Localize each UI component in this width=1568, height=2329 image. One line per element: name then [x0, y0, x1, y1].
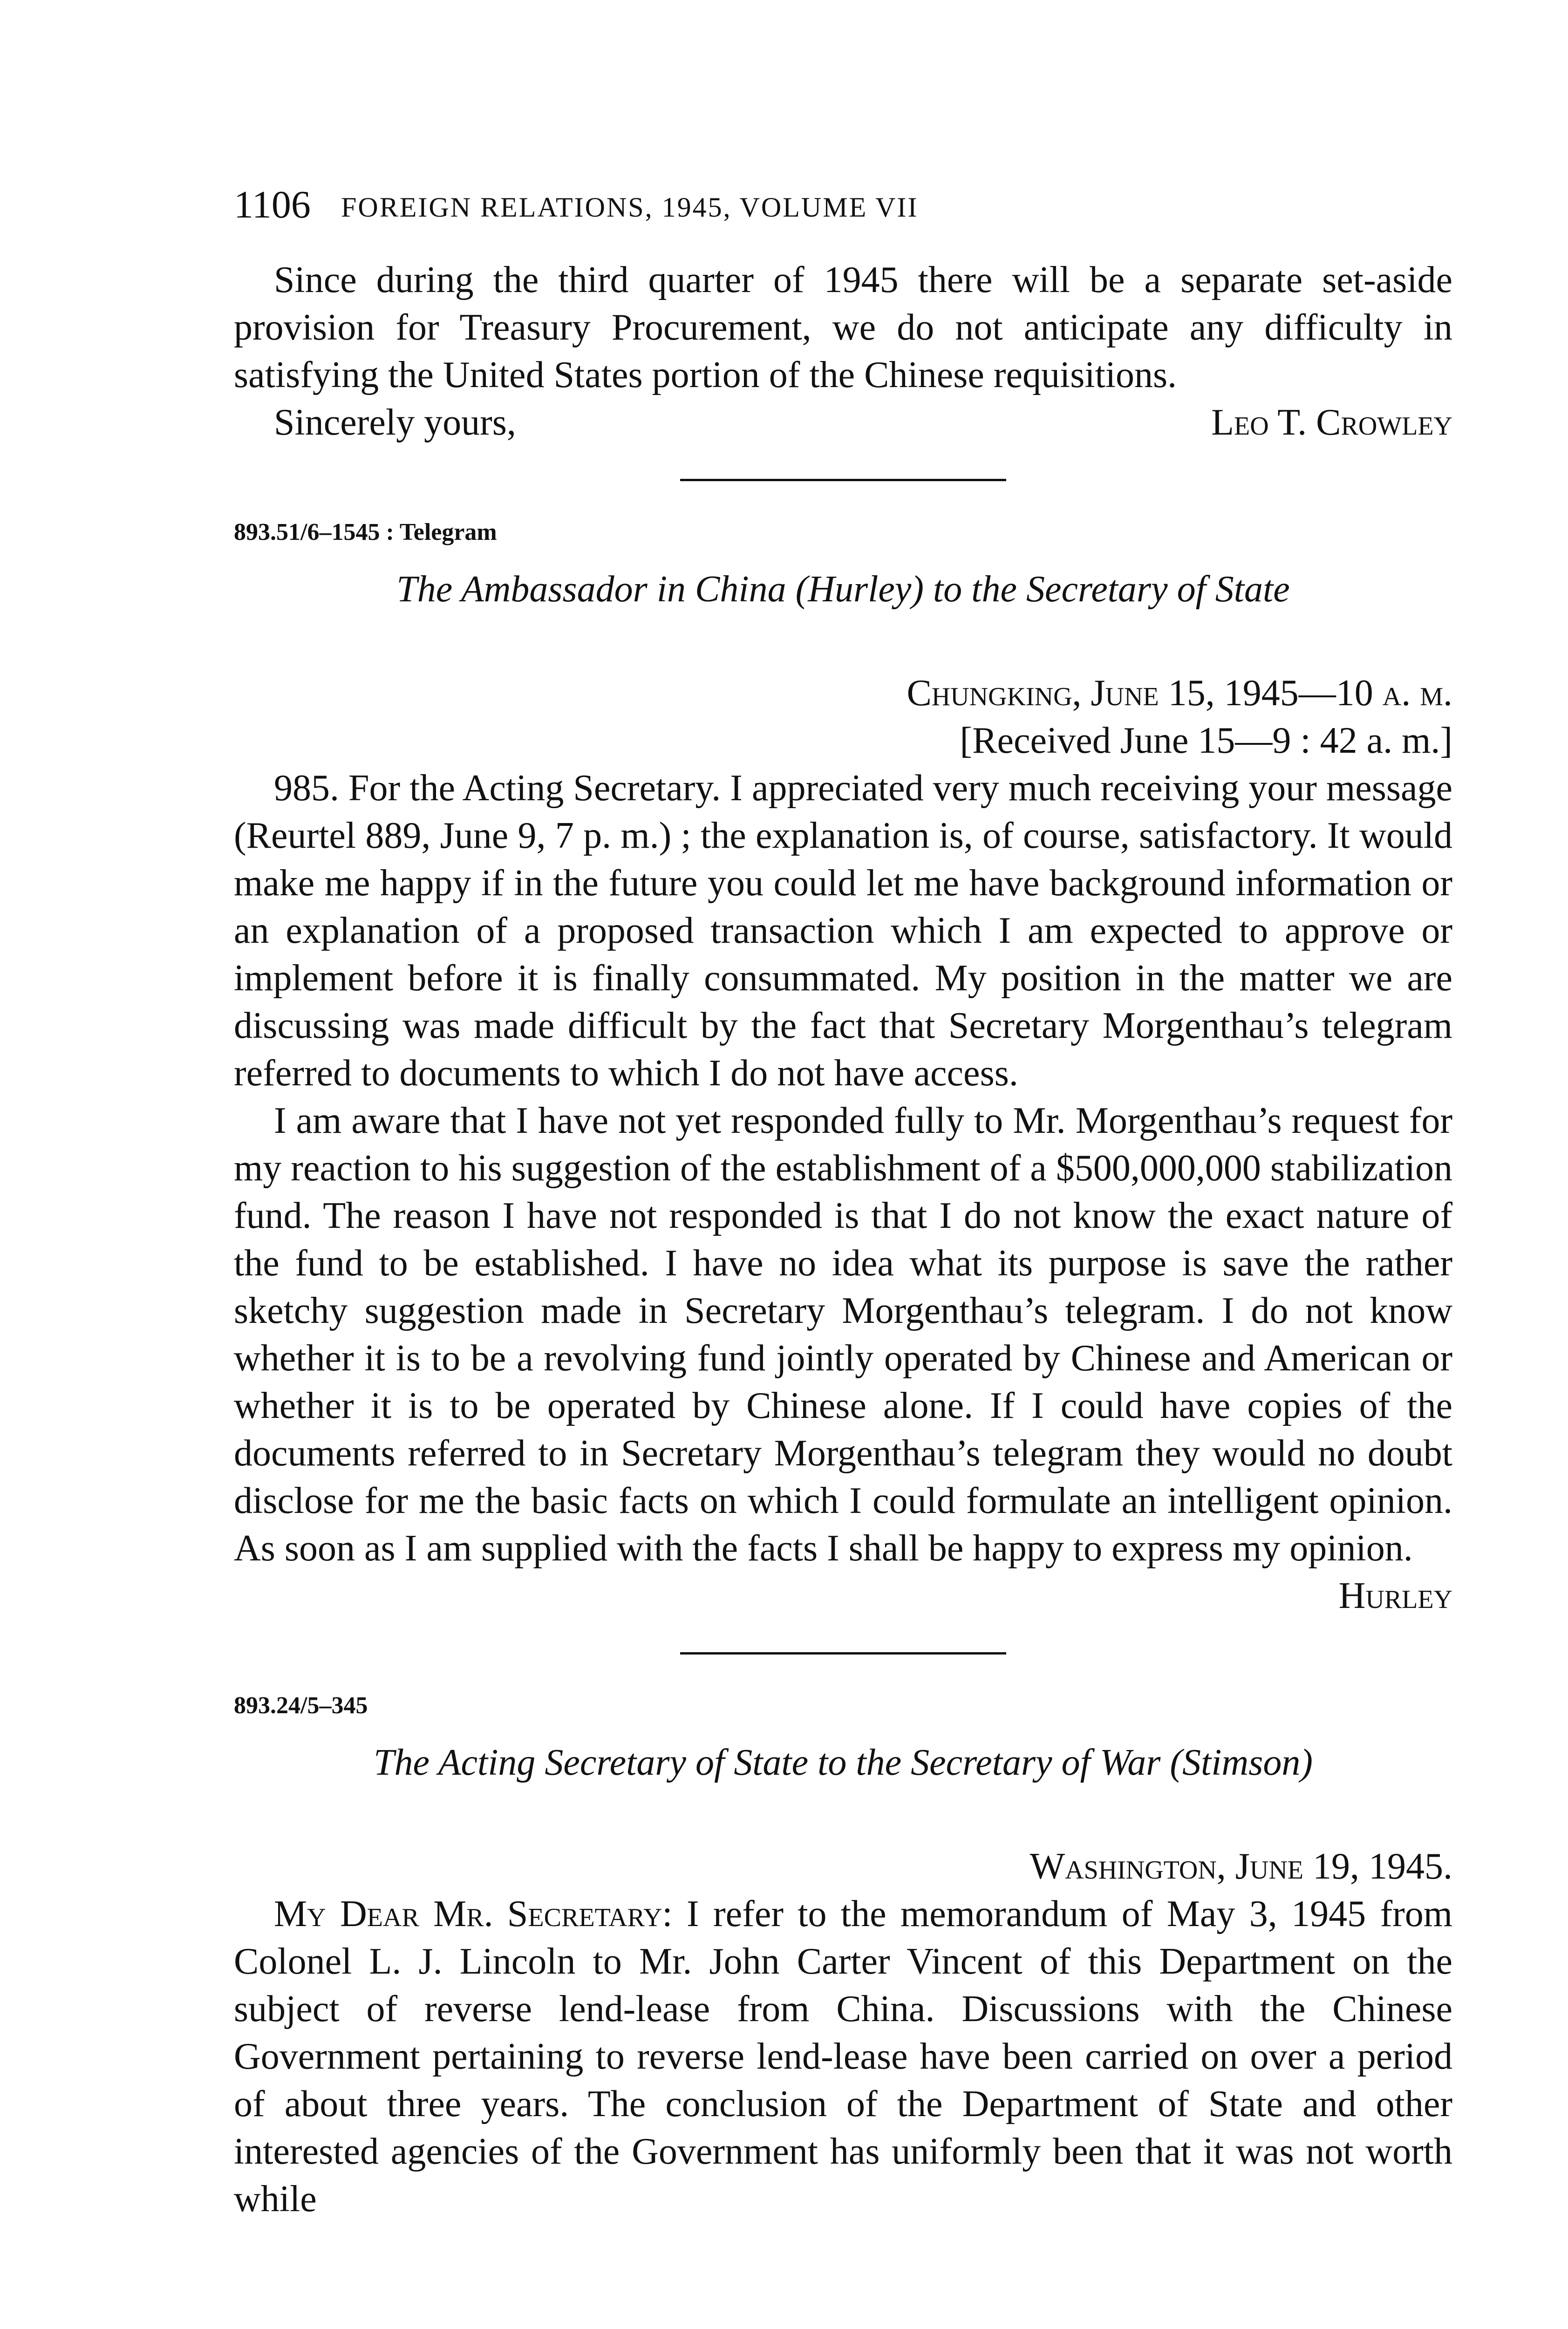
document-heading: The Acting Secretary of State to the Secretary of War (Stimson) [374, 1742, 1313, 1783]
section-divider [680, 479, 1006, 481]
letter-paragraph [234, 1890, 1452, 2223]
dateline: Chungking, June 15, 1945—10 a. m. [907, 673, 1452, 714]
document-page [234, 182, 1452, 2223]
running-head [234, 182, 1452, 228]
salutation: My Dear Mr. Secretary: [274, 1893, 673, 1934]
file-reference: 893.24/5–345 [234, 1692, 368, 1719]
file-reference: 893.51/6–1545 : Telegram [234, 519, 497, 545]
telegram-paragraph: I am aware that I have not yet responded fully to Mr. Morgenthau’s request for my reaction to his suggestion of the establishment of a $500,000,000 stabilization fund. The reason I have not responded is that I do not know the exact nature of the fund to be established. I have no idea what its purpose is save the rather sketchy suggestion made in Secretary Morgenthau’s telegram. I do not know whether it is to be a revolving fund jointly operated by Chinese and American or whether it is to be operated by Chinese alone. If I could have copies of the documents referred to in Secretary Morgenthau’s telegram they would no doubt disclose for me the basic facts on which I could formulate an intelligent opinion. As soon as I am supplied with the facts I shall be happy to express my opinion. [234, 1100, 1452, 1569]
complimentary-closing: Sincerely yours, [274, 402, 516, 443]
letter-closing-row [234, 399, 1452, 446]
section-divider [680, 1652, 1006, 1655]
telegram-paragraph: 985. For the Acting Secretary. I appreciated very much receiving your message (Reurtel 889, June 9, 7 p. m.) ; the explanation is, of course, satisfactory. It would make me happy if in the future you could let me have background information or an explanation of a proposed transaction which I am expected to approve or implement before it is finally consummated. My position in the matter we are discussing was made difficult by the fact that Secretary Morgenthau’s telegram referred to documents to which I do not have access. [234, 768, 1452, 1094]
received-line: [Received June 15—9 : 42 a. m.] [960, 720, 1452, 761]
letter-body: I refer to the memorandum of May 3, 1945 from Colonel L. J. Lincoln to Mr. John Carter Vincent of this Department on the subject of reverse lend-lease from China. Discussions with the Chinese Government pertaining to reverse lend-lease have been carried on over a period of about three years. The conclusion of the Department of State and other interested agencies of the Government has uniformly been that it was not worth while [234, 1893, 1452, 2220]
running-title: FOREIGN RELATIONS, 1945, VOLUME VII [341, 192, 919, 223]
signature: Hurley [1338, 1575, 1452, 1616]
continuation-paragraph: Since during the third quarter of 1945 there will be a separate set-aside provision for Treasury Procurement, we do not anticipate any difficulty in satisfying the United States portion of the Chinese requisitions. [234, 259, 1452, 395]
signature: Leo T. Crowley [1211, 402, 1452, 443]
page-number: 1106 [234, 183, 311, 226]
document-heading: The Ambassador in China (Hurley) to the Secretary of State [396, 569, 1290, 610]
dateline: Washington, June 19, 1945. [1029, 1846, 1452, 1887]
